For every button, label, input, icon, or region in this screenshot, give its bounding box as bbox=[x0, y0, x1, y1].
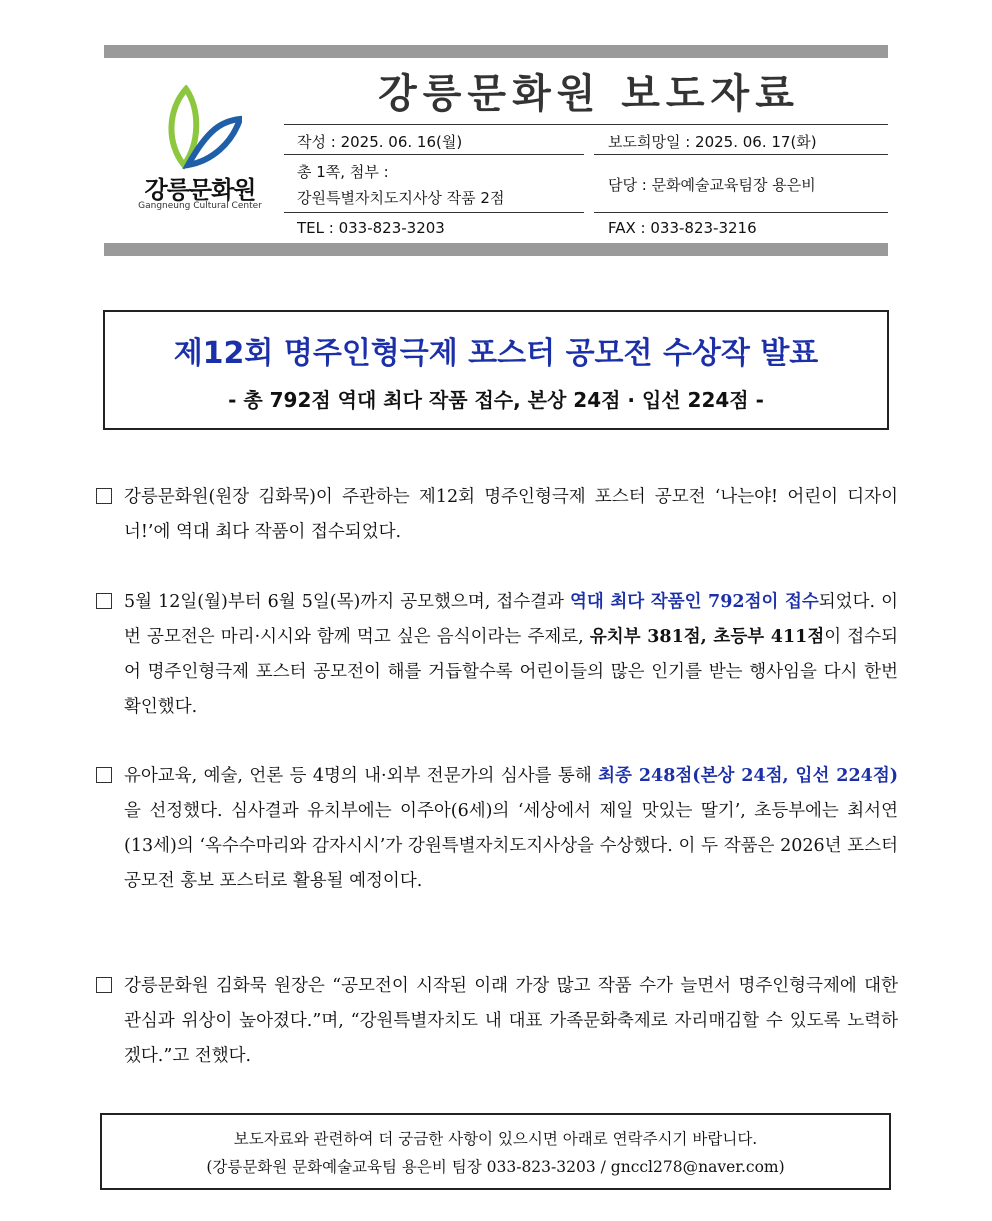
contact-box bbox=[100, 1113, 891, 1190]
checkbox-bullet-icon bbox=[96, 488, 112, 504]
highlight-text: 최종 248점(본상 24점, 입선 224점) bbox=[598, 766, 898, 786]
header-top-bar bbox=[104, 45, 888, 58]
paragraph-text: 유아교육, 예술, 언론 등 4명의 내·외부 전문가의 심사를 통해 bbox=[124, 766, 599, 786]
header-bottom-bar bbox=[104, 243, 888, 256]
paragraph-text: 강릉문화원(원장 김화묵)이 주관하는 제12회 명주인형극제 포스터 공모전 ‘나는야! 어린이 디자이너!’에 역대 최다 작품이 접수되었다. bbox=[124, 487, 898, 542]
headline-box bbox=[103, 310, 889, 430]
contact-line-1: 보도자료와 관련하여 더 궁금한 사항이 있으시면 아래로 연락주시기 바랍니다. bbox=[233, 1130, 758, 1148]
logo-name: 강릉문화원 bbox=[144, 176, 256, 204]
leaf-logo-icon bbox=[162, 85, 242, 170]
headline-title: 제12회 명주인형극제 포스터 공모전 수상작 발표 bbox=[173, 336, 819, 371]
divider bbox=[594, 154, 888, 155]
paragraph-text: 이 접수되어 명주인형극제 포스터 공모전이 해를 거듭할수록 어린이들의 많은 인기를 받는 행사임을 다시 한번 확인했다. bbox=[124, 627, 898, 717]
contact-person: 담당 : 문화예술교육팀장 용은비 bbox=[608, 176, 816, 194]
paragraph-text: 을 선정했다. 심사결과 유치부에는 이주아(6세)의 ‘세상에서 제일 맛있는 딸기’, 초등부에는 최서연(13세)의 ‘옥수수마리와 감자시시’가 강원특별자치도지사상을 수상했다. 이 두 작품은 2026년 포스터 공모전 홍보 포스터로 활용될 예정이다. bbox=[124, 801, 898, 891]
attachment: 강원특별자치도지사상 작품 2점 bbox=[297, 189, 505, 207]
divider bbox=[284, 212, 584, 213]
checkbox-bullet-icon bbox=[96, 977, 112, 993]
checkbox-bullet-icon bbox=[96, 593, 112, 609]
tel: TEL : 033-823-3203 bbox=[297, 219, 445, 237]
divider bbox=[594, 212, 888, 213]
paragraph-2 bbox=[96, 585, 898, 725]
logo bbox=[120, 80, 280, 220]
paragraph-4 bbox=[96, 969, 898, 1074]
logo-subtitle: Gangneung Cultural Center bbox=[138, 201, 262, 211]
paragraph-3 bbox=[96, 759, 898, 899]
page-count: 총 1쪽, 첨부 : bbox=[297, 163, 389, 181]
divider bbox=[284, 124, 888, 125]
paragraph-text: 강릉문화원 김화묵 원장은 “공모전이 시작된 이래 가장 많고 작품 수가 늘면서 명주인형극제에 대한 관심과 위상이 높아졌다.”며, “강원특별자치도 내 대표 가족문화축제로 자리매김할 수 있도록 노력하겠다.”고 전했다. bbox=[124, 976, 898, 1066]
paragraph-text: 5월 12일(월)부터 6월 5일(목)까지 공모했으며, 접수결과 bbox=[124, 592, 570, 612]
headline-subtitle: - 총 792점 역대 최다 작품 접수, 본상 24점 · 입선 224점 - bbox=[228, 388, 764, 412]
org-title: 강릉문화원 보도자료 bbox=[378, 71, 800, 117]
fax: FAX : 033-823-3216 bbox=[608, 219, 757, 237]
contact-line-2: (강릉문화원 문화예술교육팀 용은비 팀장 033-823-3203 / gnccl278@naver.com) bbox=[206, 1158, 785, 1176]
bold-text: 유치부 381점, 초등부 411점 bbox=[589, 627, 825, 647]
paragraph-text: 되었다. 이번 공모전은 마리·시시와 함께 먹고 싶은 음식이라는 주제로, bbox=[124, 592, 899, 647]
highlight-text: 역대 최다 작품인 792점이 접수 bbox=[570, 592, 819, 612]
paragraph-1 bbox=[96, 480, 898, 550]
divider bbox=[284, 154, 584, 155]
checkbox-bullet-icon bbox=[96, 767, 112, 783]
release-date: 보도희망일 : 2025. 06. 17(화) bbox=[608, 133, 817, 151]
written-date: 작성 : 2025. 06. 16(월) bbox=[297, 133, 463, 151]
